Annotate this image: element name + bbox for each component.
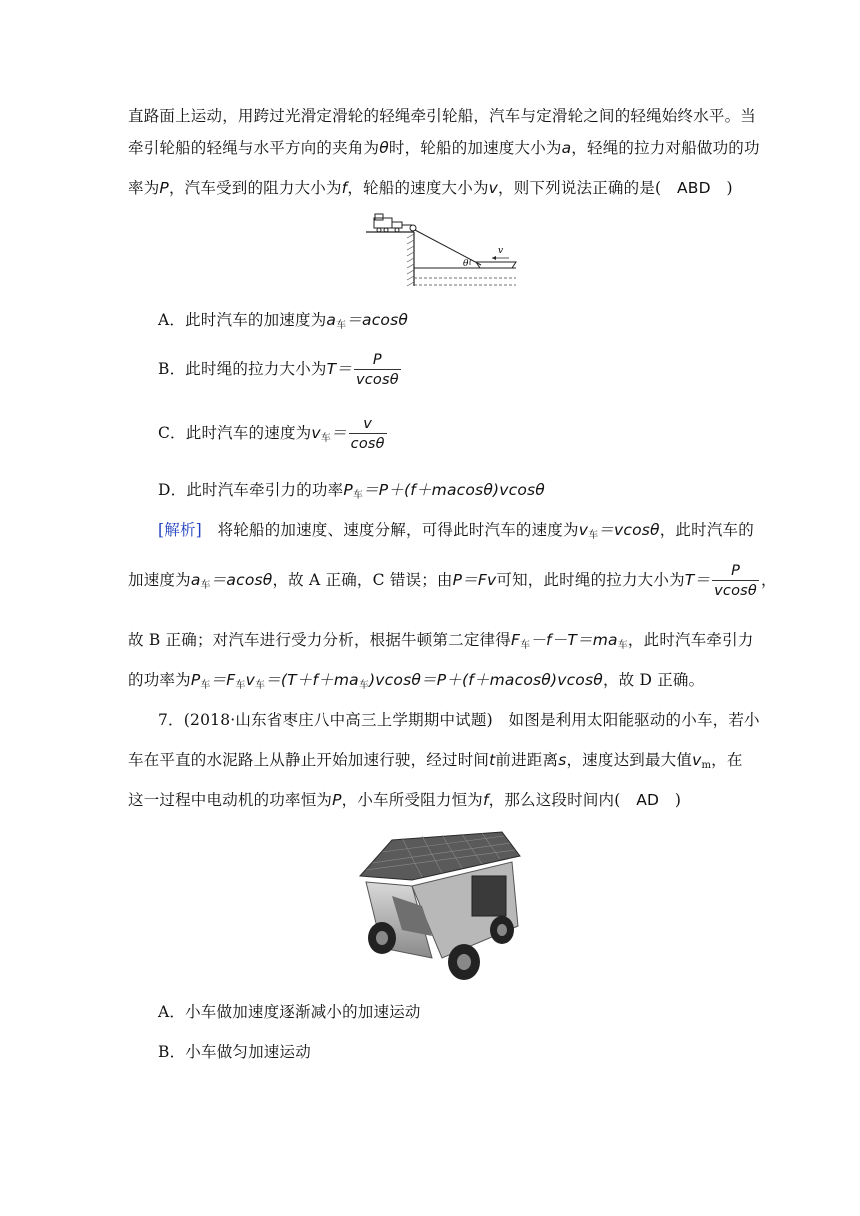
q7-f: f	[482, 791, 489, 809]
q7-t: t	[489, 751, 496, 769]
battery-box	[472, 876, 506, 916]
analysis-line-3: 故 B 正确；对汽车进行受力分析，根据牛顿第二定律得$F_车-f-T=ma_车$，此时汽车牵引力	[128, 631, 754, 651]
q7-line-3	[128, 788, 681, 812]
analysis-expr: ＝vcosθ	[598, 521, 660, 539]
subscript-che: 车	[320, 433, 331, 444]
q7-line-2	[128, 748, 743, 778]
analysis-text: 加速度为	[128, 571, 191, 589]
q6-stem-text: ，轮船的速度大小为	[347, 179, 489, 197]
wheel-icon	[448, 944, 480, 980]
q6-stem-text: 直路面上运动，用跨过光滑定滑轮的轻绳牵引轮船，汽车与定滑轮之间的轻绳始终水平。当	[128, 107, 757, 125]
q6-stem-line-2	[128, 136, 760, 160]
q7-source: 7．(2018·山东省枣庄八中高三上学期期中试题)	[158, 711, 493, 729]
figure-v-label: v	[498, 246, 504, 256]
analysis-text: ，此时汽车的	[659, 521, 754, 539]
wheel-icon	[368, 922, 396, 954]
subscript-che: 车	[588, 530, 599, 541]
q7-stem-text: 前进距离	[495, 751, 559, 769]
analysis-fraction	[712, 562, 759, 601]
analysis-text: 可知，此时绳的拉力大小为	[496, 571, 685, 589]
q6-f: f	[341, 179, 348, 197]
analysis-line-1: [解析] 将轮船的加速度、速度分解，可得此时汽车的速度为$v_车=vcos\theta$，此时汽车的	[158, 521, 754, 541]
subscript-che: 车	[617, 640, 628, 651]
q7-vm: v	[692, 751, 702, 769]
q6-option-a	[158, 308, 408, 338]
q6-stem-line-3	[128, 176, 733, 200]
fraction-denominator: vcosθ	[354, 369, 401, 390]
option-a-expr: ＝acosθ	[346, 311, 409, 329]
analysis-expr: P＝Fv	[452, 571, 497, 589]
solar-car-image	[352, 826, 524, 984]
q6-stem-text: 率为	[128, 179, 160, 197]
q6-option-d: D．此时汽车牵引力的功率$P_车=P+(f+macos\theta)vcos\theta$	[158, 481, 545, 501]
q7-stem-text: ，在	[711, 751, 743, 769]
q6-stem-text: ，轻绳的拉力对船做功的功	[571, 139, 760, 157]
fraction-numerator: P	[372, 351, 382, 368]
subscript-che: 车	[200, 580, 211, 591]
q6-close-paren: )	[710, 179, 733, 197]
analysis-text: ，故 D 正确。	[602, 671, 705, 689]
q7-stem-text: 车在平直的水泥路上从静止开始加速行驶，经过时间	[128, 751, 490, 769]
analysis-expr: ＝(T＋f＋ma	[265, 671, 359, 689]
q6-P: P	[159, 179, 169, 197]
q7-option-b-text: B．小车做匀加速运动	[158, 1043, 311, 1061]
q7-answer: AD	[636, 791, 660, 809]
q7-stem-text: ，小车所受阻力恒为	[341, 791, 483, 809]
q6-stem-text: ，则下列说法正确的是(	[498, 179, 677, 197]
option-a-text: A．此时汽车的加速度为	[158, 311, 327, 329]
a-che: a	[326, 311, 337, 329]
q7-line-1	[158, 708, 760, 732]
analysis-tag: [解析]	[158, 521, 202, 539]
truck-pulley-boat-figure	[364, 212, 524, 290]
analysis-expr: ＝acosθ	[210, 571, 273, 589]
q6-stem-line-1	[128, 104, 756, 128]
figure-theta-label: θ	[463, 259, 469, 269]
q6-stem-text: 牵引轮船的轻绳与水平方向的夹角为	[128, 139, 380, 157]
option-d-expr: ＝P＋(f＋macosθ)vcosθ	[363, 481, 545, 499]
q6-answer: ABD	[676, 179, 711, 197]
subscript-che: 车	[336, 320, 347, 331]
analysis-expr: －f－T＝ma	[530, 631, 618, 649]
q7-P: P	[332, 791, 342, 809]
analysis-line-4: 的功率为$P_车=F_车v_车=(T+f+ma_车)vcos\theta=P+(f+macos\theta)vcos\theta$，故 D 正确。	[128, 671, 705, 691]
analysis-expr: T＝	[684, 571, 711, 589]
q7-option-b	[158, 1040, 311, 1064]
wheel-icon	[490, 916, 514, 944]
fraction-denominator: cosθ	[349, 433, 387, 454]
q7-option-a-text: A．小车做加速度逐渐减小的加速运动	[158, 1003, 421, 1021]
q6-v: v	[488, 179, 499, 197]
analysis-text: 将轮船的加速度、速度分解，可得此时汽车的速度为	[201, 521, 579, 539]
option-b-fraction	[354, 351, 401, 390]
analysis-expr: )vcosθ＝P＋(f＋macosθ)vcosθ	[369, 671, 603, 689]
subscript-che: 车	[358, 680, 370, 691]
q7-stem-text: 这一过程中电动机的功率恒为	[128, 791, 333, 809]
option-c-text: C．此时汽车的速度为	[158, 424, 312, 442]
q7-vm-subscript: m	[701, 760, 712, 771]
option-b-lhs: T＝	[326, 360, 352, 378]
q6-a: a	[561, 139, 572, 157]
analysis-text: 的功率为	[128, 671, 191, 689]
analysis-text: ，	[761, 571, 777, 589]
subscript-che: 车	[254, 680, 266, 691]
q7-option-a	[158, 1000, 421, 1024]
q6-stem-text: ，汽车受到的阻力大小为	[168, 179, 342, 197]
analysis-text: ，此时汽车牵引力	[627, 631, 754, 649]
q6-option-b	[158, 350, 403, 390]
q7-close-paren: )	[659, 791, 682, 809]
slanted-rope	[415, 230, 481, 265]
q6-theta: θ	[379, 139, 389, 157]
q7-stem-text: ，速度达到最大值	[566, 751, 693, 769]
q7-stem-text: ，那么这段时间内(	[488, 791, 637, 809]
subscript-che: 车	[200, 680, 211, 691]
subscript-che: 车	[520, 640, 531, 651]
q7-stem-text: 如图是利用太阳能驱动的小车，若小	[492, 711, 760, 729]
q6-option-c: C．此时汽车的速度为$v_车=$ $\frac{v}{\cos\theta}$	[158, 415, 385, 452]
analysis-text: 故 B 正确；对汽车进行受力分析，根据牛顿第二定律得	[128, 631, 511, 649]
fraction-numerator: v	[363, 415, 373, 432]
subscript-che: 车	[235, 680, 246, 691]
fraction-denominator: vcosθ	[712, 580, 759, 601]
q6-stem-text: 时，轮船的加速度大小为	[388, 139, 562, 157]
option-b-text: B．此时绳的拉力大小为	[158, 360, 327, 378]
boat-icon	[476, 262, 516, 268]
analysis-text: ，故 A 正确，C 错误；由	[272, 571, 453, 589]
option-d-text: D．此时汽车牵引力的功率	[158, 481, 344, 499]
q7-s: s	[558, 751, 567, 769]
fraction-numerator: P	[731, 562, 741, 579]
option-c-fraction	[349, 415, 387, 454]
analysis-line-2: 加速度为$a_车=acos\theta$，故 A 正确，C 错误；由P＝Fv可知，此时绳的拉力大小为T＝ $\frac{P}{vcos\theta}$ ，	[128, 562, 777, 599]
subscript-che: 车	[352, 490, 364, 501]
truck-icon	[374, 214, 402, 232]
